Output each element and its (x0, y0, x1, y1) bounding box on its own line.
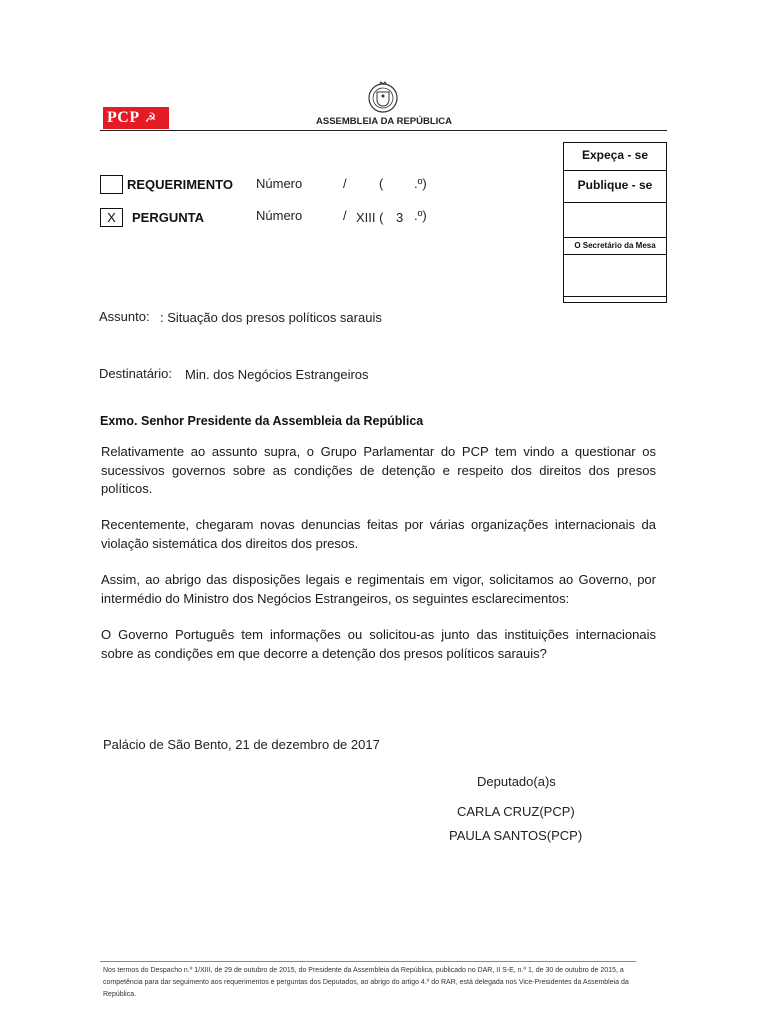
paragraph-2: Recentemente, chegaram novas denuncias feitas por várias organizações internacionais da violação sistemática dos direitos dos presos. (101, 517, 656, 551)
secretario-signature-cell (564, 255, 666, 297)
status-box (563, 142, 667, 303)
expeca-se-label: Expeça - se (564, 143, 666, 171)
hammer-sickle-icon: ☭ (144, 110, 157, 125)
requerimento-slash: / (343, 176, 347, 191)
paragraph-1: Relativamente ao assunto supra, o Grupo Parlamentar do PCP tem vindo a questionar os sucessivos governos sobre as condições de detenção e respeito dos direitos dos presos políticos. (101, 444, 656, 496)
pergunta-ordinal: .º) (414, 208, 427, 223)
destinatario-label: Destinatário: (99, 366, 172, 381)
logo-text: PCP (107, 109, 140, 126)
requerimento-checkbox[interactable] (100, 175, 123, 194)
pergunta-slash: / (343, 208, 347, 223)
place-date: Palácio de São Bento, 21 de dezembro de 2017 (103, 737, 380, 752)
pergunta-session: 3 (396, 210, 404, 225)
header-divider (100, 130, 667, 131)
pcp-logo (103, 107, 169, 129)
pergunta-label: PERGUNTA (132, 210, 204, 225)
destinatario-value: Min. dos Negócios Estrangeiros (185, 367, 369, 382)
pergunta-legislature: XIII ( (356, 210, 384, 225)
signature-name: PAULA SANTOS(PCP) (449, 828, 583, 843)
paragraph-3: Assim, ao abrigo das disposições legais e regimentais em vigor, solicitamos ao Governo, por intermédio do Ministro dos Negócios Estrangeiros, os seguintes esclarecimentos: (101, 572, 656, 606)
coat-of-arms-icon (365, 80, 401, 114)
assunto-label: Assunto: (99, 309, 150, 324)
requerimento-numero-label: Número (256, 176, 303, 191)
salutation: Exmo. Senhor Presidente da Assembleia da República (100, 414, 424, 428)
signature-cell (564, 203, 666, 238)
assunto-value: : Situação dos presos políticos sarauis (160, 310, 382, 325)
pergunta-numero-label: Número (256, 208, 303, 223)
secretario-label: O Secretário da Mesa (564, 238, 666, 255)
publique-se-label: Publique - se (564, 171, 666, 203)
footnote-divider (100, 961, 636, 962)
paragraph-4: O Governo Português tem informações ou solicitou-as junto das instituições internacionais sobre as condições em que decorre a detenção dos presos políticos sarauis? (101, 627, 656, 661)
institution-name: ASSEMBLEIA DA REPÚBLICA (316, 116, 452, 127)
signature-name: CARLA CRUZ(PCP) (457, 804, 575, 819)
requerimento-paren: ( (379, 176, 384, 191)
pergunta-checkbox[interactable]: X (100, 208, 123, 227)
requerimento-ordinal: .º) (414, 176, 427, 191)
footnote: Nos termos do Despacho n.º 1/XIII, de 29 de outubro de 2015, do Presidente da Assembleia da República, publicado no DAR, II S-E, n.º 1, de 30 de outubro de 2015, a competência para dar seguimento aos requerimentos e perguntas dos Deputados, ao abrigo do artigo 4.º do RAR, está delegada nos Vice-Presidentes da Assembleia da República. (103, 967, 629, 998)
signatures-heading: Deputado(a)s (477, 774, 556, 789)
requerimento-label: REQUERIMENTO (127, 177, 233, 192)
